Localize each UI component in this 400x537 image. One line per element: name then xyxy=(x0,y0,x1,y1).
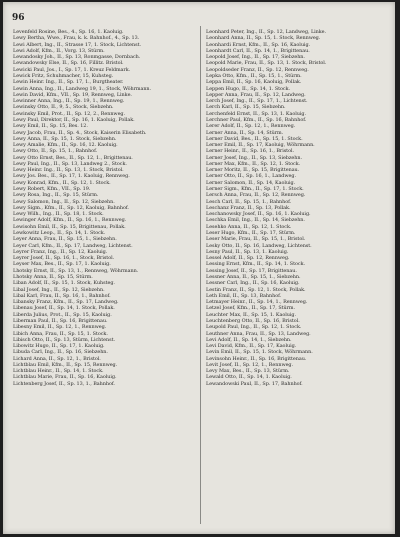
directory-entry: Levin Emil, II., Sp. 15, 1. Stock, Wöhrmann. xyxy=(206,349,313,356)
directory-entry: Leschanowsky Josef, II., Sp. 16, 1. Kaoluig. xyxy=(206,211,311,218)
directory-entry: Leppen Hugo, II., Sp. 14, 1. Stock. xyxy=(206,85,291,92)
directory-entry: Lepper Anna, Frau, II., Sp. 12, Landweg. xyxy=(206,91,306,98)
directory-entry: Lesky Otto, II., Sp. 16, Landweg, Lichtenst. xyxy=(206,242,312,249)
directory-entry: Leopoldseder Franz, II., Sp. 12, Rennweg. xyxy=(206,66,309,73)
directory-entry: Lesehko Anna, II., Sp. 12, 1. Stock. xyxy=(206,223,292,230)
directory-entry: Levi David, Kfm., II., Sp. 17, Kaoluig. xyxy=(206,343,297,350)
directory-entry: Lerner David, Bes., II., Sp. 15, 1. Stock. xyxy=(206,135,303,142)
directory-entry: Leupold Paul, Ing., II., Sp. 12, 1. Stock. xyxy=(206,324,302,331)
directory-entry: Lessing Ernst, Kfm., II., Sp. 14, 1. Stock. xyxy=(206,261,306,268)
directory-entry: Lerch Karl, II., Sp. 15, Siebzehn. xyxy=(206,104,286,111)
directory-entry: Lesch Carl, II., Sp. 15, 1., Bahnhof. xyxy=(206,198,292,205)
directory-entry: Lewicki Paul, Jos., I., Sp. 17, 1. Kreuz Feldmark. xyxy=(13,66,131,73)
directory-entry: Leyrer Franz, Ing., II., Sp. 12, Kaoluig. xyxy=(13,248,108,255)
directory-entry: Lichtenberg Josef, II., Sp. 13, 1., Bahnhof. xyxy=(13,380,115,387)
directory-entry: Lewinsky Otto, II., 9, 5., Stock, Siebzehn. xyxy=(13,104,114,111)
directory-entry: Lewy Robert, Kfm., VII., Sp. 19. xyxy=(13,186,91,193)
directory-entry: Lewin David, Kfm., VII., Sp. 19, Rennweg, Linke. xyxy=(13,91,132,98)
directory-entry: Lewkowitz Leop., II., Sp. 14, 1. Stock. xyxy=(13,230,106,236)
directory-entry: Libisch Otto, II., Sp. 13, Stürm, Lichtenst. xyxy=(13,336,115,343)
directory-entry: Leser Marie, Frau, II., Sp. 15, 1., Bristol. xyxy=(206,236,306,243)
directory-entry: Levinsohn Heinr., II., Sp. 16, Brigittenau. xyxy=(206,355,307,362)
directory-entry: Lewi Albert, Ing., II., Strasse 17, 1. Stock, Lichtenst. xyxy=(13,41,141,48)
left-column xyxy=(13,29,185,387)
directory-entry: Lewy Emil, II., Sp. 15, Bes. 12. xyxy=(13,123,88,130)
directory-entry: Lewy Amalie, Kfm., II., Sp. 16, 12. Kaoluig. xyxy=(13,142,118,149)
right-column xyxy=(206,29,378,387)
directory-entry: Lerner Moritz, II., Sp. 15, Brigittenau. xyxy=(206,167,300,174)
directory-entry: Lewy Wilh., Ing., II., Sp. 18, 1. Stock. xyxy=(13,211,104,218)
directory-entry: Leuchter Max, II., Sp. 15, 1. Kaoluig. xyxy=(206,311,296,318)
directory-entry: Leonhardi Ernst, Kfm., II., Sp. 16, Kaoluig. xyxy=(206,41,311,48)
directory-entry: Levi Adolf, II., Sp. 14, 1., Siebzehn. xyxy=(206,336,292,343)
directory-entry: Liban Adolf, II., Sp. 15, 1. Stock, Kuhsteg. xyxy=(13,280,115,287)
directory-entry: Leppa Emil, II., Sp. 16, Kaoluig, Pollak. xyxy=(206,79,302,86)
directory-entry: Lichard Anna, II., Sp. 12, 1., Bristol. xyxy=(13,355,101,362)
directory-entry: Liberman Paul, II., Sp. 16, Brigittenau. xyxy=(13,317,108,324)
directory-entry: Lewy Anna, II., Sp. 15, 1. Stock, Siebzehn. xyxy=(13,135,117,142)
directory-entry: Lewald Otto, II., Sp. 14, 1. Kaoluig. xyxy=(206,374,292,381)
directory-entry: Lerer Adolf, II., Sp. 12, 1., Rennweg. xyxy=(206,123,296,130)
directory-entry: Lewin Anna, Ing., II., Landweg 19, 1., Stock, Wöhrmann. xyxy=(13,85,152,92)
directory-entry: Lestin Franz, II., Sp. 12, 1. Stock, Pollak. xyxy=(206,286,306,293)
directory-entry: Lewinner Anna, Ing., II., Sp. 19, 1., Rennweg. xyxy=(13,98,125,105)
directory-entry: Lewick Fritz, Schuhmacher, 15, Kuhsteg. xyxy=(13,72,114,79)
directory-entry: Libich Anna, Frau, II., Sp. 15, 1. Stock. xyxy=(13,330,108,337)
directory-entry: Levit Josef, II., Sp. 12, 1., Rennweg. xyxy=(206,361,294,368)
directory-entry: Lerner Heinr., II., Sp. 16, 1., Bristol. xyxy=(206,148,295,155)
directory-entry: Lhotsky Anna, II., Sp. 15, Stürm. xyxy=(13,273,93,280)
directory-entry: Leschka Emil, Ing., II., Sp. 14, Siebzehn. xyxy=(206,217,305,224)
directory-entry: Lerner Sigm., Kfm., II., Sp. 17, 1. Stock. xyxy=(206,186,304,193)
directory-page xyxy=(3,2,395,534)
directory-entry: Libuda Carl, Ing., II., Sp. 16, Siebzehn. xyxy=(13,349,108,356)
directory-entry: Lewy Jos. Bes., II., Sp. 17, 1. Kaoluig, Rennweg. xyxy=(13,173,130,180)
directory-entry: Lewy Konrad, Kfm., II., Sp. 12, 1. Stock. xyxy=(13,179,111,186)
directory-entry: Libesny Emil, II., Sp. 12, 1., Rennweg. xyxy=(13,324,107,331)
directory-entry: Lewisohn Emil, II., Sp. 15, Brigittenau, Pollak. xyxy=(13,223,126,230)
directory-entry: Lewandowsky Else, II., Sp. 16, Fillitz. Bristol. xyxy=(13,60,124,67)
directory-entry: Letmayer Heinr., II., Sp. 14, 1., Rennweg. xyxy=(206,299,308,306)
directory-entry: Leyer Carl, Kfm., II., Sp. 17, Landweg, Lichtenst. xyxy=(13,242,133,249)
directory-entry: Libansky Franz, Kfm., II., Sp. 17, Landweg. xyxy=(13,299,119,306)
directory-entry: Lerchenfeld Ernst, II., Sp. 13, 1. Kaoluig. xyxy=(206,110,307,117)
directory-entry: Lerner Otto, II., Sp. 16, 1., Landweg. xyxy=(206,173,296,180)
directory-entry: Lewin Heinr. Ing., II., Sp. 17, 1., Burgtheater. xyxy=(13,79,124,86)
directory-entry: Lewi Adolf, Kfm., II., Vorg. 13, Stürm. xyxy=(13,47,105,54)
directory-entry: Lichtblau Marie, Frau, II., Sp. 16, Kaoluig. xyxy=(13,374,117,381)
directory-entry: Libenau Josef, II., Sp. 14, 1. Stock, Pollak. xyxy=(13,305,115,312)
directory-entry: Lerner Salomon, II., Sp. 14, Kaoluig. xyxy=(206,179,296,186)
directory-entry: Lichtblau Emil, Kfm., II., Sp. 15, Rennweg. xyxy=(13,361,118,368)
directory-entry: Leonhard Anna, II., Sp. 15, 1. Stock, Rennweg. xyxy=(206,35,321,42)
directory-entry: Lessing Josef, II., Sp. 17, Brigittenau. xyxy=(206,267,297,274)
directory-entry: Lewy Rosa, Ing., II., Sp. 15, Stürm. xyxy=(13,192,99,199)
directory-entry: Lichtblau Heinr., II., Sp. 14, 1. Stock. xyxy=(13,368,104,375)
directory-entry: Lerchner Paul, Kfm., II., Sp. 16, Bahnhof. xyxy=(206,116,307,123)
page-number: 96 xyxy=(12,13,25,23)
directory-entry: Lewy Paul, Ing., II., Sp. 13, Landweg 2., Stock. xyxy=(13,160,127,167)
directory-entry: Leuchtenberg Otto, II., Sp. 16, Bristol. xyxy=(206,317,300,324)
directory-entry: Lerner Josef, Ing., II., Sp. 13, Siebzehn. xyxy=(206,154,302,161)
directory-entry: Leopold Josef, Ing., II., Sp. 17, Siebzehn. xyxy=(206,54,305,61)
directory-entry: Lewinger Adolf, Kfm., II., Sp. 16, 1., Rennweg. xyxy=(13,217,127,224)
directory-entry: Leser Hugo, Kfm., II., Sp. 17, Stürm. xyxy=(206,230,296,236)
directory-entry: Levy Max, Bes., II., Sp. 13, Stürm. xyxy=(206,368,290,375)
directory-entry: Lerner Max, Kfm., II., Sp. 12, 1. Stock. xyxy=(206,160,301,167)
directory-entry: Libal Josef, Ing., II., Sp. 12, Siebzehn. xyxy=(13,286,105,293)
directory-entry: Liberda Julius, Prot., II., Sp. 15, Kaoluig. xyxy=(13,311,112,318)
directory-entry: Lerch Josef, Ing., II., Sp. 17, 1., Lichtenst. xyxy=(206,98,308,105)
directory-entry: Libal Karl, Frau, II., Sp. 16, 1., Bahnhof. xyxy=(13,292,111,299)
directory-entry: Lewy Salomon, Ing., II., Sp. 12, Siebzehn. xyxy=(13,198,115,205)
directory-entry: Leyrer Josef, II., Sp. 16, 1., Stock, Bristol. xyxy=(13,255,115,262)
directory-entry: Leonhardt Carl, II., Sp. 14, 1., Brigittenau. xyxy=(206,47,310,54)
directory-entry: Leuthner Anna, Frau, II., Sp. 13, Landweg. xyxy=(206,330,311,337)
directory-entry: Leopold Marie, Frau, II., Sp. 13, 1. Stock, Bristol. xyxy=(206,60,327,67)
directory-entry: Lewy Jacob, Frau, II., Sp. 4., Stock, Kaiserin Elisabeth. xyxy=(13,129,147,136)
directory-entry: Levenfeld Rosine, Bes., 4., Sp. 16, 1. Kaoluig. xyxy=(13,29,124,35)
directory-entry: Lepka Otto, Kfm., II., Sp. 15, 1., Stürm. xyxy=(206,72,302,79)
directory-entry: Lersch Anna, Frau, II., Sp. 12, Rennweg. xyxy=(206,192,306,199)
directory-entry: Letzel Josef, Kfm., II., Sp. 17, Stürm. xyxy=(206,305,296,312)
directory-entry: Leonhard Peter, Ing., II., Sp. 12, Landweg, Linke. xyxy=(206,29,327,35)
directory-entry: Lewy Sigm., Kfm., II., Sp. 12, Kaoluig, Bahnhof. xyxy=(13,204,129,211)
directory-entry: Lhotsky Ernst, II., Sp. 13, 1., Rennweg, Wöhrmann. xyxy=(13,267,139,274)
directory-entry: Lessel Adolf, II., Sp. 12, Rennweg. xyxy=(206,255,290,262)
column-divider xyxy=(200,26,201,524)
directory-entry: Lessner Carl, Ing., II., Sp. 16, Kaoluig. xyxy=(206,280,300,287)
directory-entry: Lewy Otto Ernst, Bes., II., Sp. 12, 1., Brigittenau. xyxy=(13,154,133,161)
directory-entry: Lerner Emil, II., Sp. 17, Kaoluig, Wöhrmann. xyxy=(206,142,315,149)
directory-entry: Libowitz Hugo, II., Sp. 17, 1. Kaoluig. xyxy=(13,343,105,350)
directory-entry: Lewandowski Paul, II., Sp. 17, Bahnhof. xyxy=(206,380,303,387)
directory-entry: Lesny Paul, II., Sp. 13, 1. Kaoluig. xyxy=(206,248,289,255)
directory-entry: Lewandosky Joh., II., Sp. 13, Ronmgasse, Dornbach. xyxy=(13,54,141,61)
directory-entry: Lewy Bertha, Wwe., Frau, k. k. Bahnhof., 4., Sp. 13. xyxy=(13,35,140,42)
directory-entry: Lewy Heinr. Ing., II., Sp. 13, 1. Stock, Bristol. xyxy=(13,167,124,174)
directory-entry: Lewy Otto, II., Sp. 15, 1., Bahnhof. xyxy=(13,148,98,155)
directory-entry: Lewy Paul, Direktor, II., Sp. 16, 1. Kaoluig, Pollak. xyxy=(13,116,135,123)
directory-entry: Leschanz Franz, II., Sp. 13, Pollak. xyxy=(206,204,291,211)
directory-entry: Leyer Anna, Frau, II., Sp. 15, 1., Siebzehn. xyxy=(13,236,117,243)
directory-entry: Lerner Anna, II., Sp. 14, Stürm. xyxy=(206,129,284,136)
directory-entry: Leth Emil, II., Sp. 13, Bahnhof. xyxy=(206,292,282,299)
directory-entry: Lewinsky Emil, Prot., II., Sp. 12, 2., Rennweg. xyxy=(13,110,125,117)
directory-entry: Leyser Max, Bes., II., Sp. 17, 1. Kaoluig. xyxy=(13,261,111,268)
directory-entry: Lessner Anna, II., Sp. 15, 1., Siebzehn. xyxy=(206,273,301,280)
